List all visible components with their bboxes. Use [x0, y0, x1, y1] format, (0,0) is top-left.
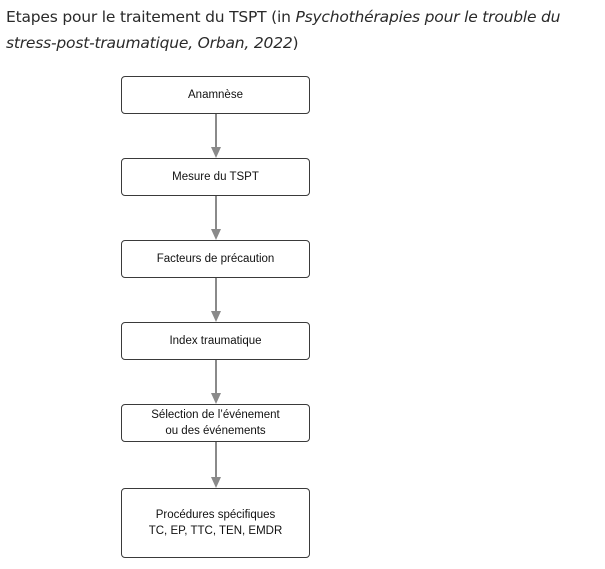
step-selection-box — [121, 404, 310, 442]
arrow-3-to-4 — [205, 278, 227, 322]
caption-lead: Etapes pour le traitement du TSPT (in — [6, 8, 296, 26]
step-anamnese-box — [121, 76, 310, 114]
step-index-label: Index traumatique — [169, 335, 262, 347]
step-selection-line-1: Sélection de l’événement — [151, 409, 280, 421]
step-procedures-line-1: Procédures spécifiques — [155, 509, 276, 521]
step-facteurs-box — [121, 240, 310, 278]
arrow-4-to-5 — [205, 360, 227, 404]
step-selection-line-2: ou des événements — [165, 425, 266, 437]
step-index-box — [121, 322, 310, 360]
step-mesure-box — [121, 158, 310, 196]
step-procedures-box — [121, 488, 310, 558]
step-anamnese-label: Anamnèse — [188, 89, 243, 101]
arrow-5-to-6 — [205, 442, 227, 488]
caption-tail: ) — [292, 34, 299, 52]
figure-caption — [6, 4, 602, 56]
step-mesure-label: Mesure du TSPT — [172, 171, 259, 183]
step-facteurs-label: Facteurs de précaution — [156, 253, 275, 265]
arrow-2-to-3 — [205, 196, 227, 240]
caption-citation: Psychothérapies pour le trouble du stress-post-traumatique, Orban, 2022 — [6, 8, 561, 52]
arrow-1-to-2 — [205, 114, 227, 158]
step-procedures-line-2: TC, EP, TTC, TEN, EMDR — [148, 525, 283, 537]
